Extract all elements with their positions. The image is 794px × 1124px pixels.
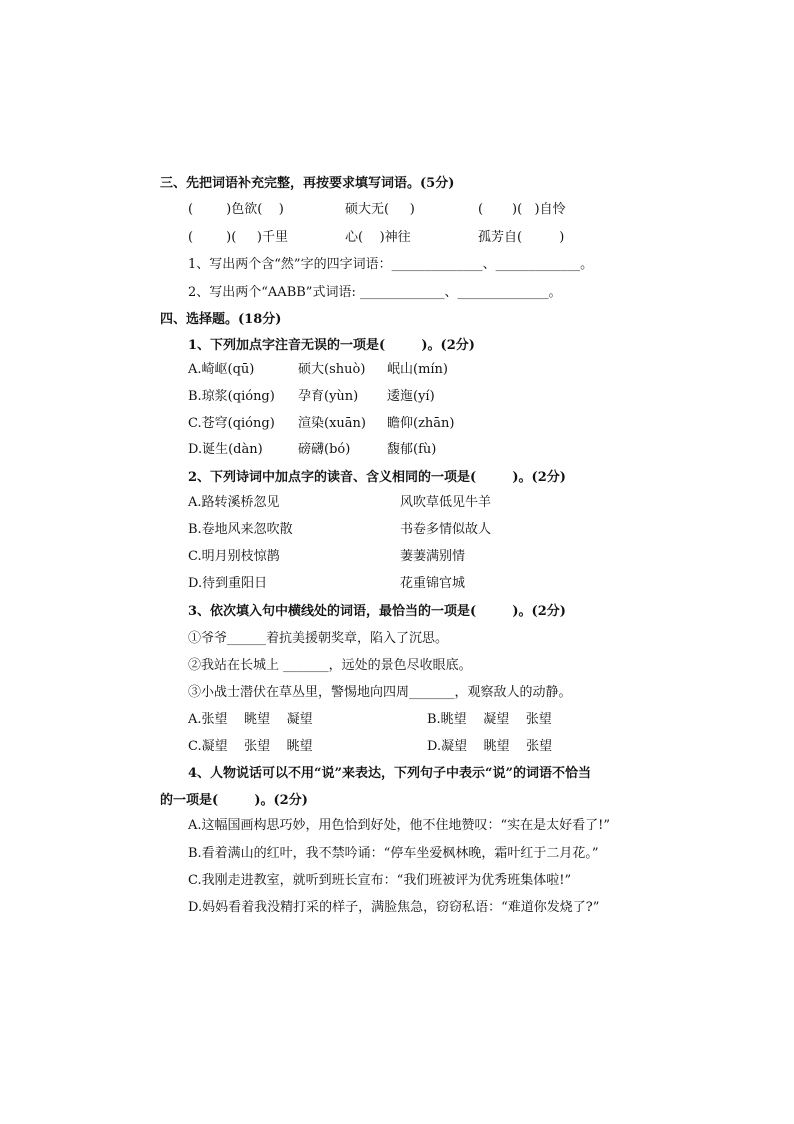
q3-sentence-2: ②我站在长城上 _______，远处的景色尽收眼底。 [188,658,472,673]
q3-option-d: D.凝望 眺望 张望 [427,739,553,754]
q4-stem-line-2: 的一项是( )。(2分) [160,793,308,808]
fill-word-2: 硕大无( ) [345,202,415,217]
q1-stem: 1、下列加点字注音无误的一项是( )。(2分) [188,338,475,353]
fill-word-5: 心( )神往 [345,230,411,245]
fill-word-4: ( )( )千里 [188,230,289,245]
q1-d3: 馥郁(fù) [387,442,437,457]
q2-a1: A.路转溪桥忽见 [188,495,280,510]
s3-question-1: 1、写出两个含“然”字的四字词语：______________、_____________。 [188,257,594,272]
fill-word-6: 孤芳自( ) [478,230,565,245]
fill-word-3: ( )( )自怜 [478,202,566,217]
q1-c1: C.苍穹(qióng) [188,416,275,431]
q4-option-a: A.这幅国画构思巧妙，用色恰到好处，他不住地赞叹：“实在是太好看了!” [188,818,611,833]
fill-word-1: ( )色欲( ) [188,202,284,217]
q2-stem: 2、下列诗词中加点字的读音、含义相同的一项是( )。(2分) [188,470,566,485]
q1-c2: 渲染(xuān) [298,416,366,431]
section-4-title: 四、选择题。(18分) [160,312,282,327]
s3-question-2: 2、写出两个“AABB”式词语: _____________、______________。 [188,285,562,300]
q1-a1: A.崎岖(qū) [188,362,255,377]
q3-stem: 3、依次填入句中横线处的词语，最恰当的一项是( )。(2分) [188,604,566,619]
q1-b3: 逶迤(yí) [387,389,435,404]
q1-b1: B.琼浆(qióng) [188,389,275,404]
q1-b2: 孕育(yùn) [298,389,359,404]
q3-option-c: C.凝望 张望 眺望 [188,739,313,754]
q2-a2: 风吹草低见牛羊 [400,495,492,510]
q1-a2: 硕大(shuò) [298,362,366,377]
q4-stem-line-1: 4、人物说话可以不用“说”来表达，下列句子中表示“说”的词语不恰当 [188,766,591,781]
q2-d1: D.待到重阳日 [188,576,268,591]
q4-option-c: C.我刚走进教室，就听到班长宣布：“我们班被评为优秀班集体啦!” [188,873,572,888]
q2-c2: 萋萋满别情 [400,549,466,564]
q1-d2: 磅礴(bó) [298,442,351,457]
q4-option-d: D.妈妈看着我没精打采的样子，满脸焦急，窃窃私语：“难道你发烧了?” [188,900,600,915]
q1-a3: 岷山(mín) [387,362,449,377]
q2-d2: 花重锦官城 [400,576,466,591]
q3-sentence-3: ③小战士潜伏在草丛里，警惕地向四周_______，观察敌人的动静。 [188,685,572,700]
q2-c1: C.明月别枝惊鹊 [188,549,280,564]
q1-c3: 瞻仰(zhān) [387,416,455,431]
q1-d1: D.诞生(dàn) [188,442,263,457]
section-3-title: 三、先把词语补充完整，再按要求填写词语。(5分) [160,176,455,191]
q3-option-b: B.眺望 凝望 张望 [427,712,552,727]
q3-option-a: A.张望 眺望 凝望 [188,712,313,727]
q4-option-b: B.看着满山的红叶，我不禁吟诵：“停车坐爱枫林晚，霜叶红于二月花。” [188,846,599,861]
q3-sentence-1: ①爷爷______着抗美援朝奖章，陷入了沉思。 [188,631,449,646]
q2-b1: B.卷地风来忽吹散 [188,522,293,537]
q2-b2: 书卷多情似故人 [400,522,492,537]
